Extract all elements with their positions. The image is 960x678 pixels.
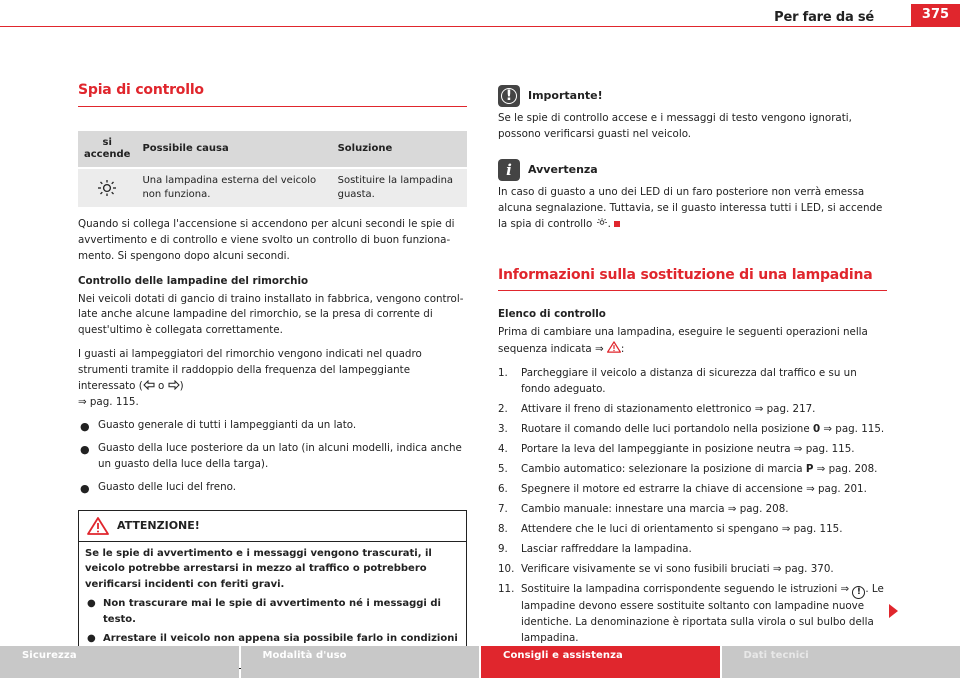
list-item-text: Non trascurare mai le spie di avvertimento né i messaggi di testo. — [103, 598, 441, 625]
list-item — [498, 562, 887, 578]
step-text-continued: . Le lampadine devono essere sostituite soltanto con lampadine nuove identiche. La denominazione è riportata sulla virola o sul bulbo della lampadina. — [521, 582, 884, 644]
step-bold-value: P — [805, 463, 814, 476]
step-text: Cambio automatico: selezionare la posizione di marcia — [521, 463, 806, 476]
turn-right-icon — [168, 380, 180, 390]
info-icon: i — [498, 159, 520, 181]
list-item — [78, 480, 467, 496]
list-item — [498, 442, 887, 458]
checklist — [498, 366, 887, 646]
next-page-arrow-icon[interactable] — [889, 604, 898, 618]
step-text: Portare la leva del lampeggiante in posizione neutra ⇒ pag. 115. — [521, 443, 855, 456]
list-item — [498, 482, 887, 498]
step-text: Parcheggiare il veicolo a distanza di sicurezza dal traffico e su un fondo adeguato. — [521, 367, 857, 396]
step-text-ref: ⇒ pag. 208. — [813, 463, 878, 476]
paragraph-turn-signals-text: I guasti ai lampeggiatori del rimorchio vengono indicati nel quadro strumenti tramite il raddoppio della frequenza del lampeggiante interessato ( — [78, 348, 422, 393]
tab-tips-assistance[interactable]: Consigli e assistenza — [481, 646, 720, 678]
step-number: 3. — [498, 423, 508, 436]
list-item-text: Guasto della luce posteriore da un lato (in alcuni modelli, indica anche un guasto della luce della targa). — [98, 442, 462, 471]
step-text-ref: ⇒ pag. 115. — [820, 423, 885, 436]
step-text: Attivare il freno di stazionamento elettronico ⇒ pag. 217. — [521, 403, 816, 416]
list-item — [78, 441, 467, 473]
list-item — [498, 462, 887, 478]
paragraph-trailer: Nei veicoli dotati di gancio di traino installato in fabbrica, vengono controllate anche alcune lampadine del rimorchio, se la presa di corrente di quest'ultimo è collegata correttamente. — [78, 292, 464, 337]
important-heading — [498, 85, 887, 107]
note-paragraph: In caso di guasto a uno dei LED di un faro posteriore non verrà emessa alcuna segnalazione. Tuttavia, se il guasto interessa tutti i LED, si accende la spia di controllo . — [498, 185, 883, 230]
list-item — [85, 596, 460, 627]
warning-triangle-icon — [87, 517, 109, 535]
bullet-icon: ● — [87, 633, 96, 645]
step-number: 11. — [498, 582, 515, 595]
lamp-bulb-icon — [78, 168, 136, 207]
note-text: In caso di guasto a uno dei LED di un faro posteriore non verrà emessa alcuna segnalazione. Tuttavia, se il guasto interessa tutti i LED, si accende la spia di controllo — [498, 185, 883, 230]
left-column — [78, 80, 467, 669]
lamp-table — [78, 131, 467, 207]
header-rule — [0, 26, 960, 27]
step-number: 2. — [498, 403, 508, 416]
bullet-icon: ● — [87, 598, 96, 610]
table-header-cause: Possibile causa — [136, 131, 331, 168]
table-row — [78, 168, 467, 207]
step-number: 8. — [498, 522, 508, 535]
bullet-icon: ● — [80, 482, 90, 496]
footer-tabs — [0, 646, 960, 678]
page-number: 375 — [911, 4, 960, 26]
section-title-bulb-replacement: Informazioni sulla sostituzione di una lampadina — [498, 265, 887, 292]
page-header-title: Per fare da sé — [774, 10, 874, 25]
end-marker-icon — [614, 221, 620, 227]
warning-header — [79, 511, 466, 542]
right-column — [498, 85, 887, 647]
step-text: Spegnere il motore ed estrarre la chiave di accensione ⇒ pag. 201. — [521, 483, 867, 496]
warning-title: ATTENZIONE! — [117, 519, 200, 533]
list-item — [498, 366, 887, 398]
tab-technical-data[interactable]: Dati tecnici — [722, 646, 960, 678]
paragraph-turn-signals-or: o — [154, 380, 168, 393]
list-item — [498, 422, 887, 438]
step-number: 6. — [498, 483, 508, 496]
bullet-icon: ● — [80, 420, 90, 434]
important-title: Importante! — [528, 89, 603, 103]
step-bold-value: 0 — [812, 423, 821, 436]
paragraph-turn-signals-close: ) — [179, 380, 184, 393]
list-item-text: Arrestare il veicolo non appena sia possibile farlo in condizioni — [103, 633, 458, 645]
list-item — [498, 542, 887, 558]
page-reference-link[interactable]: ⇒ pag. 115. — [78, 396, 139, 409]
list-item — [498, 582, 887, 647]
tab-safety[interactable]: Sicurezza — [0, 646, 239, 678]
list-item — [498, 402, 887, 418]
warning-text: Se le spie di avvertimento e i messaggi vengono trascurati, il veicolo potrebbe arrestarsi in mezzo al traffico o potrebbero verificarsi incidenti con feriti gravi. — [85, 547, 432, 590]
table-cell-solution: Sostituire la lampadina guasta. — [332, 168, 467, 207]
list-item — [498, 522, 887, 538]
step-number: 10. — [498, 562, 515, 575]
paragraph-turn-signals — [78, 347, 467, 411]
turn-left-icon — [143, 380, 155, 390]
table-header-solution: Soluzione — [332, 131, 467, 168]
important-text: Se le spie di controllo accese e i messaggi di testo vengono ignorati, possono verificarsi guasti nel veicolo. — [498, 112, 852, 140]
step-text: Lasciar raffreddare la lampadina. — [521, 542, 692, 555]
bullet-icon: ● — [80, 443, 90, 457]
list-item-text: Guasto generale di tutti i lampeggianti da un lato. — [98, 419, 357, 432]
list-item — [78, 418, 467, 434]
step-number: 4. — [498, 443, 508, 456]
important-exclamation-icon: ! — [498, 85, 520, 107]
paragraph-ignition: Quando si collega l'accensione si accendono per alcuni secondi le spie di avvertimento e di controllo e viene svolto un controllo di buon funzionamento. Si spengono dopo alcuni secondi. — [78, 217, 455, 262]
step-text: Sostituire la lampadina corrispondente seguendo le istruzioni ⇒ — [521, 582, 853, 595]
step-number: 1. — [498, 367, 508, 380]
list-item-text: Guasto delle luci del freno. — [98, 481, 237, 494]
lamp-bulb-icon — [596, 217, 608, 228]
step-text: Cambio manuale: innestare una marcia ⇒ pag. 208. — [521, 502, 789, 515]
list-item — [498, 502, 887, 518]
checklist-intro-text: Prima di cambiare una lampadina, eseguire le seguenti operazioni nella sequenza indicata ⇒ — [498, 326, 868, 356]
note-heading — [498, 159, 887, 181]
step-text: Verificare visivamente se vi sono fusibili bruciati ⇒ pag. 370. — [521, 562, 834, 575]
checklist-intro: Prima di cambiare una lampadina, eseguire le seguenti operazioni nella sequenza indicata ⇒ : — [498, 326, 868, 356]
section-title-warning-lamp: Spia di controllo — [78, 80, 467, 107]
note-title: Avvertenza — [528, 163, 598, 177]
step-text: Attendere che le luci di orientamento si spengano ⇒ pag. 115. — [521, 522, 843, 535]
step-text: Ruotare il comando delle luci portandolo nella posizione — [521, 423, 813, 436]
warning-triangle-icon[interactable] — [607, 341, 621, 353]
step-number: 9. — [498, 542, 508, 555]
subheading-trailer: Controllo delle lampadine del rimorchio — [78, 274, 309, 287]
step-number: 5. — [498, 463, 508, 476]
subheading-checklist: Elenco di controllo — [498, 308, 606, 321]
tab-operation[interactable]: Modalità d'uso — [241, 646, 480, 678]
step-number: 7. — [498, 502, 508, 515]
table-header-lights-up: si accende — [78, 131, 136, 168]
table-cell-cause: Una lampadina esterna del veicolo non funziona. — [136, 168, 331, 207]
important-exclamation-icon[interactable]: ! — [852, 586, 865, 599]
